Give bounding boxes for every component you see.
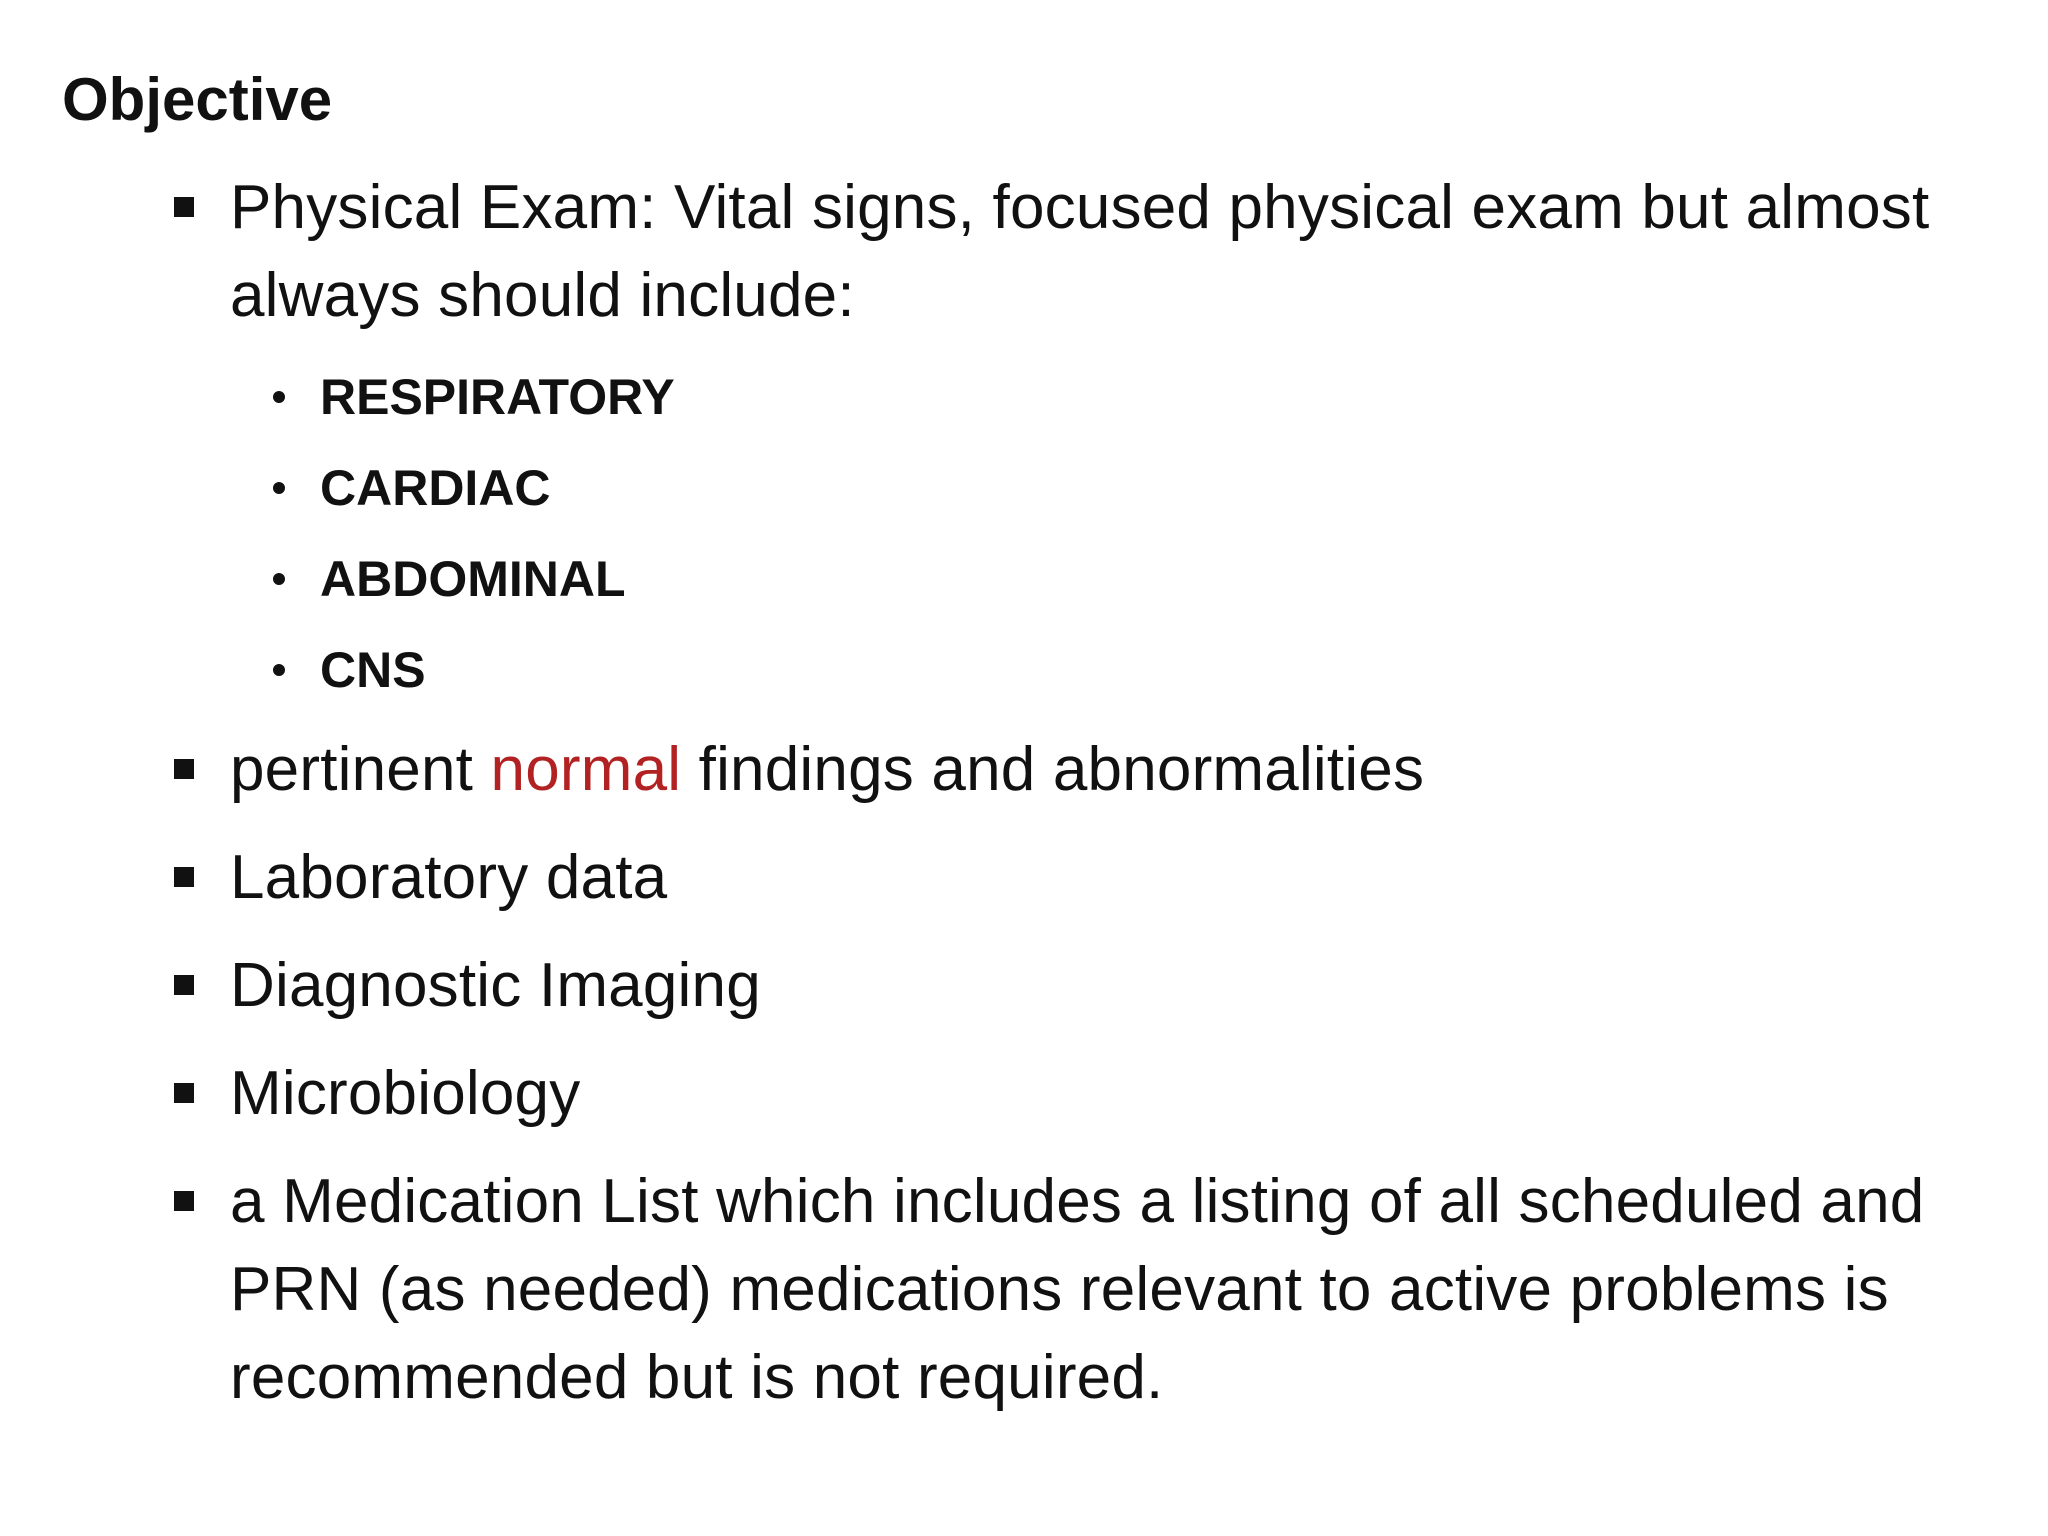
- bullet-physical-exam: [230, 164, 2020, 340]
- bullet-text-highlight: normal: [490, 735, 682, 804]
- sub-bullet-text: ABDOMINAL: [320, 551, 626, 607]
- square-bullet-icon: [174, 975, 194, 995]
- bullet-medication-list: [230, 1158, 2020, 1422]
- round-bullet-icon: [273, 391, 285, 403]
- sub-bullet-text: RESPIRATORY: [320, 369, 675, 425]
- sub-bullet-text: CNS: [320, 642, 426, 698]
- square-bullet-icon: [174, 197, 194, 217]
- round-bullet-icon: [273, 573, 285, 585]
- round-bullet-icon: [273, 664, 285, 676]
- bullet-diagnostic-imaging: [230, 942, 2020, 1030]
- bullet-text: a Medication List which includes a listing of all scheduled and PRN (as needed) medications relevant to active problems is recommended but is not required.: [230, 1167, 1925, 1412]
- sub-bullet-respiratory: [320, 362, 675, 432]
- bullet-text-pre: pertinent: [230, 735, 491, 804]
- square-bullet-icon: [174, 759, 194, 779]
- sub-bullet-cns: [320, 635, 426, 705]
- square-bullet-icon: [174, 1083, 194, 1103]
- bullet-text-post: findings and abnormalities: [681, 735, 1425, 804]
- sub-bullet-text: CARDIAC: [320, 460, 551, 516]
- round-bullet-icon: [273, 482, 285, 494]
- bullet-laboratory-data: [230, 834, 2020, 922]
- bullet-text: Laboratory data: [230, 843, 668, 912]
- bullet-pertinent-findings: [230, 726, 2020, 814]
- bullet-microbiology: [230, 1050, 2020, 1138]
- bullet-text: Physical Exam: Vital signs, focused physical exam but almost always should include:: [230, 173, 1930, 330]
- square-bullet-icon: [174, 1191, 194, 1211]
- bullet-text: Microbiology: [230, 1059, 581, 1128]
- sub-bullet-abdominal: [320, 544, 626, 614]
- square-bullet-icon: [174, 867, 194, 887]
- bullet-text: Diagnostic Imaging: [230, 951, 761, 1020]
- slide-title: Objective: [62, 66, 333, 133]
- sub-bullet-cardiac: [320, 453, 551, 523]
